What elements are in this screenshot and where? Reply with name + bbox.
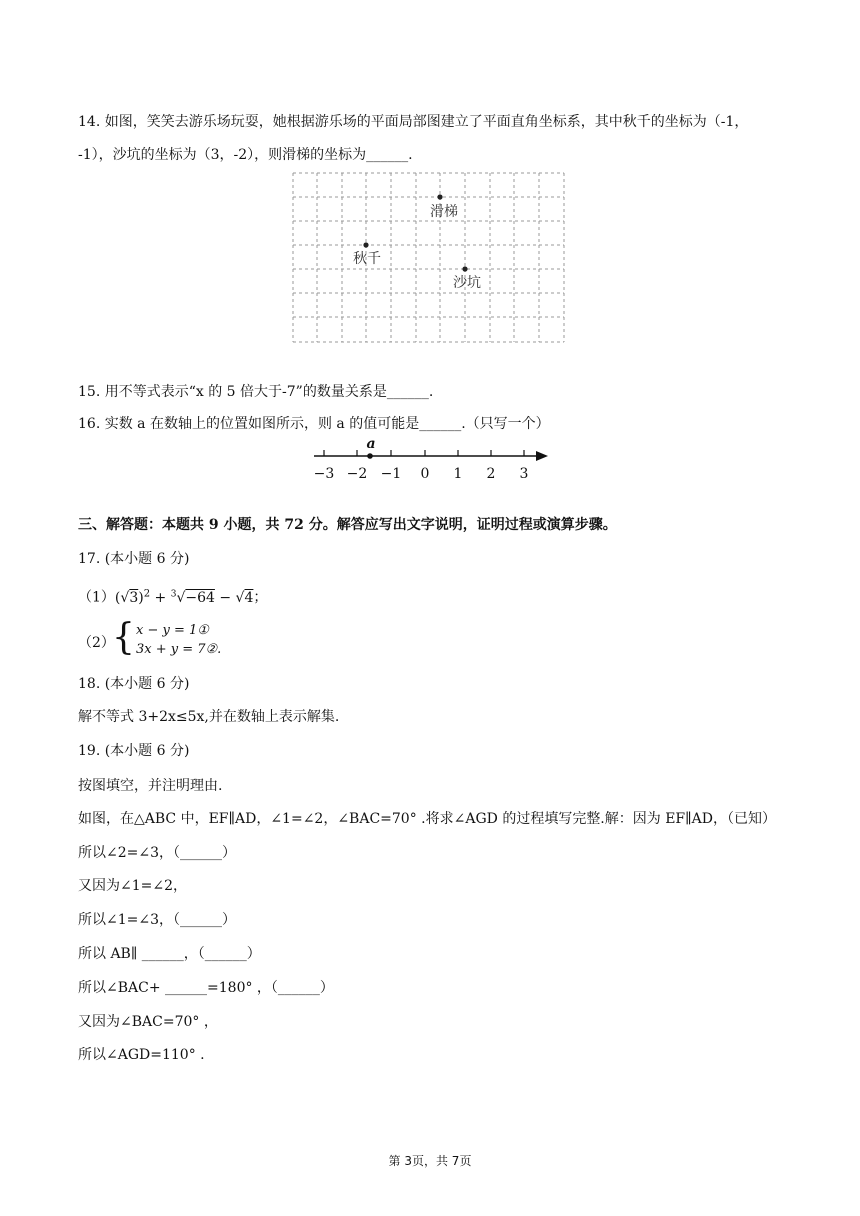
q19-intro: 如图，在△ABC 中，EF∥AD，∠1=∠2，∠BAC=70° .将求∠AGD 的过程填写完整.解：因为 EF∥AD，（已知）: [78, 811, 776, 827]
q19-step-6: 又因为∠BAC=70° ，: [78, 1014, 218, 1030]
tick-label: −1: [380, 466, 402, 482]
section-3-header: 三、解答题：本题共 9 小题，共 72 分。解答应写出文字说明，证明过程或演算步骤。: [78, 517, 617, 533]
q19-step-3: 所以∠1=∠3，（______）: [78, 912, 237, 928]
cuberoot-radicand: −64: [185, 589, 215, 606]
q19-step-2: 又因为∠1=∠2，: [78, 878, 188, 894]
q17-part1-label: （1）: [78, 589, 115, 606]
q19-title: 19. (本小题 6 分): [78, 743, 190, 759]
sqrt4-radicand: 4: [244, 589, 254, 606]
point-a: [367, 453, 373, 459]
sandpit-label: 沙坑: [453, 275, 481, 291]
tick-label: 0: [420, 466, 430, 482]
swing-label: 秋千: [353, 251, 381, 267]
tick-label: 3: [519, 466, 529, 482]
slide-point: [437, 194, 442, 199]
q17-part2-label: （2）: [78, 635, 115, 651]
q16-number-line: [308, 436, 552, 482]
q15-text: 15. 用不等式表示“x 的 5 倍大于-7”的数量关系是______.: [78, 384, 434, 400]
q14-line2: -1），沙坑的坐标为（3，-2），则滑梯的坐标为______.: [78, 147, 413, 163]
cuberoot-index: 3: [170, 589, 177, 599]
q19-step-4: 所以 AB∥ ______，（______）: [78, 946, 261, 962]
slide-label: 滑梯: [430, 204, 458, 220]
q19-instruction: 按图填空，并注明理由.: [78, 778, 223, 794]
q18-text: 解不等式 3+2x≤5x,并在数轴上表示解集.: [78, 709, 340, 725]
swing-point: [363, 242, 368, 247]
grid-lines: [293, 173, 564, 342]
q19-step-1: 所以∠2=∠3，（______）: [78, 845, 237, 861]
axis-arrow-icon: [536, 451, 548, 461]
q14-line1: 14. 如图，笑笑去游乐场玩耍，她根据游乐场的平面局部图建立了平面直角坐标系，其中秋千的坐标为（-1，: [78, 114, 749, 130]
brace-icon: {: [112, 617, 135, 658]
tick-label: 1: [453, 466, 463, 482]
equation-2: 3x + y = 7②.: [136, 642, 222, 657]
q19-step-7: 所以∠AGD=110° .: [78, 1047, 205, 1063]
equation-1: x − y = 1①: [136, 623, 209, 638]
sqrt3-radicand: 3: [129, 589, 139, 606]
point-a-label: a: [366, 436, 376, 452]
q16-text: 16. 实数 a 在数轴上的位置如图所示，则 a 的值可能是______.（只写一个）: [78, 416, 550, 432]
tick-label: −3: [313, 466, 335, 482]
page-footer: 第 3页，共 7页: [388, 1154, 472, 1168]
tick-label: −2: [346, 466, 368, 482]
q17-part1: $(1)(√3)^2 + ^3√-64 - √4$；: [78, 588, 268, 606]
q14-grid-figure: [292, 172, 566, 344]
tick-label: 2: [486, 466, 496, 482]
sandpit-point: [462, 266, 467, 271]
q19-step-5: 所以∠BAC+ ______=180° ，（______）: [78, 980, 334, 996]
q18-title: 18. (本小题 6 分): [78, 676, 190, 692]
q17-title: 17. (本小题 6 分): [78, 551, 190, 567]
